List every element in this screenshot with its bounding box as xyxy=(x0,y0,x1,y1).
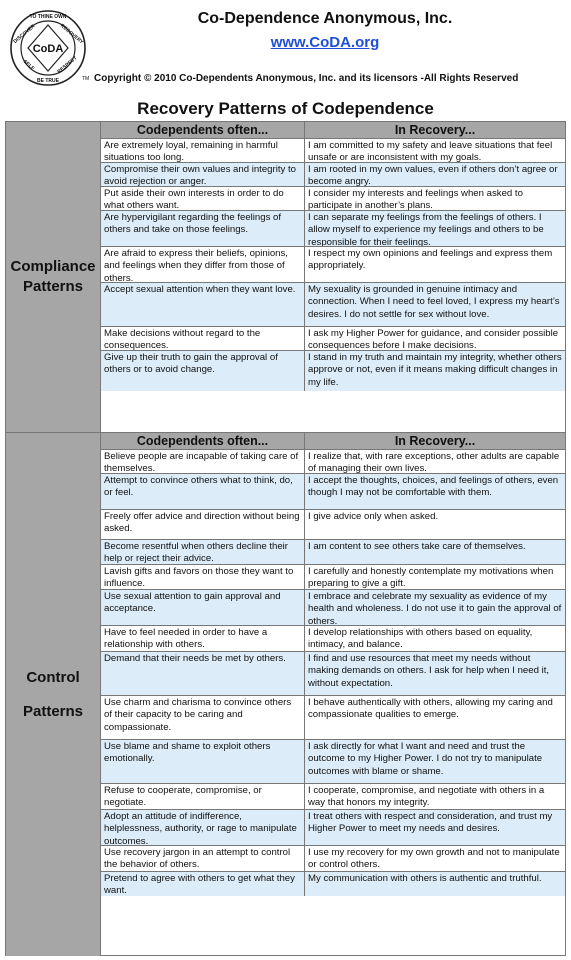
compliance-codependent-behavior-cell: Give up their truth to gain the approval of others or to avoid change. xyxy=(101,351,305,391)
control-table-row xyxy=(101,540,565,565)
control-table-row xyxy=(101,565,565,590)
control-codependent-behavior-cell: Pretend to agree with others to get what they want. xyxy=(101,872,305,896)
control-codependent-behavior-cell: Use charm and charisma to convince others of their capacity to be caring and compassionate. xyxy=(101,696,305,739)
control-recovery-behavior-cell: I treat others with respect and consideration, and trust my Higher Power to meet my needs and desires. xyxy=(308,811,553,835)
compliance-recovery-behavior-cell: I can separate my feelings from the feelings of others. I allow myself to experience my feelings and others to be responsible for their feelings. xyxy=(308,212,544,246)
control-recovery-behavior-cell: I accept the thoughts, choices, and feelings of others, even though I may not be comfortable with them. xyxy=(308,475,559,499)
trademark-mark: TM xyxy=(82,76,90,82)
control-table-row xyxy=(101,784,565,810)
control-table-row xyxy=(101,474,565,510)
control-recovery-behavior-cell: I cooperate, compromise, and negotiate with others in a way that honors my integrity. xyxy=(308,785,545,809)
control-col1-header: Codependents often... xyxy=(101,433,305,449)
control-codependent-behavior-cell: Adopt an attitude of indifference, helplessness, authority, or rage to manipulate outcomes. xyxy=(101,810,305,845)
control-recovery-behavior-cell: I carefully and honestly contemplate my motivations when preparing to give a gift. xyxy=(308,566,554,589)
control-codependent-behavior-cell: Use sexual attention to gain approval and acceptance. xyxy=(101,590,305,625)
control-recovery-behavior-cell: I give advice only when asked. xyxy=(308,511,439,522)
patterns-table xyxy=(5,121,566,956)
compliance-table-row xyxy=(101,211,565,247)
control-table-row xyxy=(101,846,565,872)
control-table-row xyxy=(101,590,565,626)
control-table-row xyxy=(101,696,565,740)
control-recovery-behavior-cell: I behave authentically with others, allowing my caring and compassionate qualities to emerge. xyxy=(308,697,553,721)
control-recovery-behavior-cell: I am content to see others take care of themselves. xyxy=(308,541,526,552)
control-codependent-behavior-cell: Lavish gifts and favors on those they want to influence. xyxy=(101,565,305,589)
svg-text:DISCOVER: DISCOVER xyxy=(12,23,37,45)
org-name: Co-Dependence Anonymous, Inc. xyxy=(197,10,453,27)
compliance-recovery-behavior-cell: My sexuality is grounded in genuine intimacy and connection. When I need to feel loved, I express my heart’s desires. I do not settle for sex without love. xyxy=(308,284,560,320)
control-recovery-behavior-cell: I develop relationships with others based on equality, intimacy, and balance. xyxy=(308,627,533,651)
copyright-notice: Copyright © 2010 Co-Dependents Anonymous, Inc. and its licensors -All Rights Reserved xyxy=(94,73,519,84)
coda-logo xyxy=(8,8,88,88)
compliance-recovery-behavior-cell: I stand in my truth and maintain my integrity, whether others approve or not, even if it means making difficult changes in my life. xyxy=(308,352,562,388)
svg-text:RESPECT: RESPECT xyxy=(56,55,79,76)
compliance-col1-header: Codependents often... xyxy=(101,122,305,138)
compliance-codependent-behavior-cell: Put aside their own interests in order to do what others want. xyxy=(101,187,305,210)
compliance-col2-header: In Recovery... xyxy=(394,123,476,137)
org-link[interactable]: www.CoDA.org xyxy=(270,34,380,51)
control-recovery-behavior-cell: I find and use resources that meet my needs without making demands on others. I ask for help when I need it, without expectation. xyxy=(308,653,550,689)
compliance-recovery-behavior-cell: I am rooted in my own values, even if others don’t agree or become angry. xyxy=(308,164,558,186)
control-table-row xyxy=(101,450,565,474)
svg-text:BE TRUE: BE TRUE xyxy=(37,78,59,84)
compliance-label xyxy=(6,122,101,432)
control-table-row xyxy=(101,626,565,652)
compliance-recovery-behavior-cell: I am committed to my safety and leave situations that feel unsafe or are inconsistent with my goals. xyxy=(308,140,553,162)
control-codependent-behavior-cell: Demand that their needs be met by others. xyxy=(101,652,305,695)
compliance-table-row xyxy=(101,163,565,187)
control-codependent-behavior-cell: Have to feel needed in order to have a relationship with others. xyxy=(101,626,305,651)
control-col2-header: In Recovery... xyxy=(394,434,476,448)
compliance-header-row xyxy=(101,122,565,139)
control-recovery-behavior-cell: I ask directly for what I want and need and trust the outcome to my Higher Power. I do not try to manipulate outcomes with blame or shame. xyxy=(308,741,543,777)
control-table-row xyxy=(101,652,565,696)
control-label-line1: Control xyxy=(26,668,80,686)
control-codependent-behavior-cell: Freely offer advice and direction without being asked. xyxy=(101,510,305,539)
compliance-recovery-behavior-cell: I respect my own opinions and feelings and express them appropriately. xyxy=(308,248,553,272)
control-table-row xyxy=(101,810,565,846)
control-header-row xyxy=(101,433,565,450)
control-recovery-behavior-cell: I embrace and celebrate my sexuality as evidence of my health and wholeness. I do not use it to gain the approval of others. xyxy=(308,591,562,625)
compliance-table-row xyxy=(101,139,565,163)
compliance-table-row xyxy=(101,187,565,211)
svg-text:RECOVERY: RECOVERY xyxy=(59,22,85,46)
compliance-table-row xyxy=(101,327,565,351)
compliance-codependent-behavior-cell: Make decisions without regard to the consequences. xyxy=(101,327,305,350)
control-codependent-behavior-cell: Believe people are incapable of taking care of themselves. xyxy=(101,450,305,473)
compliance-rows xyxy=(101,122,565,391)
compliance-section xyxy=(6,122,565,432)
control-codependent-behavior-cell: Use recovery jargon in an attempt to control the behavior of others. xyxy=(101,846,305,871)
compliance-table-row xyxy=(101,283,565,327)
svg-text:CoDA: CoDA xyxy=(32,43,64,55)
control-table-row xyxy=(101,510,565,540)
compliance-recovery-behavior-cell: I consider my interests and feelings when asked to participate in another’s plans. xyxy=(308,188,523,210)
compliance-codependent-behavior-cell: Accept sexual attention when they want love. xyxy=(101,283,305,326)
control-label-line2: Patterns xyxy=(22,702,84,720)
compliance-codependent-behavior-cell: Are afraid to express their beliefs, opinions, and feelings when they differ from those of others. xyxy=(101,247,305,282)
page-title: Recovery Patterns of Codependence xyxy=(137,99,434,118)
control-rows xyxy=(101,433,565,896)
compliance-table-row xyxy=(101,247,565,283)
compliance-codependent-behavior-cell: Are hypervigilant regarding the feelings of others and take on those feelings. xyxy=(101,211,305,246)
compliance-recovery-behavior-cell: I ask my Higher Power for guidance, and consider possible consequences before I make decisions. xyxy=(308,328,559,350)
svg-text:TO THINE OWN: TO THINE OWN xyxy=(29,14,67,20)
control-codependent-behavior-cell: Become resentful when others decline their help or reject their advice. xyxy=(101,540,305,564)
control-recovery-behavior-cell: I realize that, with rare exceptions, other adults are capable of managing their own lives. xyxy=(308,451,560,473)
control-recovery-behavior-cell: My communication with others is authentic and truthful. xyxy=(308,873,542,884)
svg-text:SELF: SELF xyxy=(21,58,36,72)
compliance-codependent-behavior-cell: Compromise their own values and integrity to avoid rejection or anger. xyxy=(101,163,305,186)
control-codependent-behavior-cell: Refuse to cooperate, compromise, or negotiate. xyxy=(101,784,305,809)
control-section xyxy=(6,432,565,956)
control-codependent-behavior-cell: Attempt to convince others what to think, do, or feel. xyxy=(101,474,305,509)
compliance-label-line1: Compliance xyxy=(10,258,96,275)
compliance-label-line2: Patterns xyxy=(22,278,84,295)
compliance-codependent-behavior-cell: Are extremely loyal, remaining in harmful situations too long. xyxy=(101,139,305,162)
control-recovery-behavior-cell: I use my recovery for my own growth and not to manipulate or control others. xyxy=(308,847,560,871)
control-codependent-behavior-cell: Use blame and shame to exploit others emotionally. xyxy=(101,740,305,783)
control-table-row xyxy=(101,872,565,896)
control-table-row xyxy=(101,740,565,784)
control-label xyxy=(6,433,101,956)
compliance-table-row xyxy=(101,351,565,391)
